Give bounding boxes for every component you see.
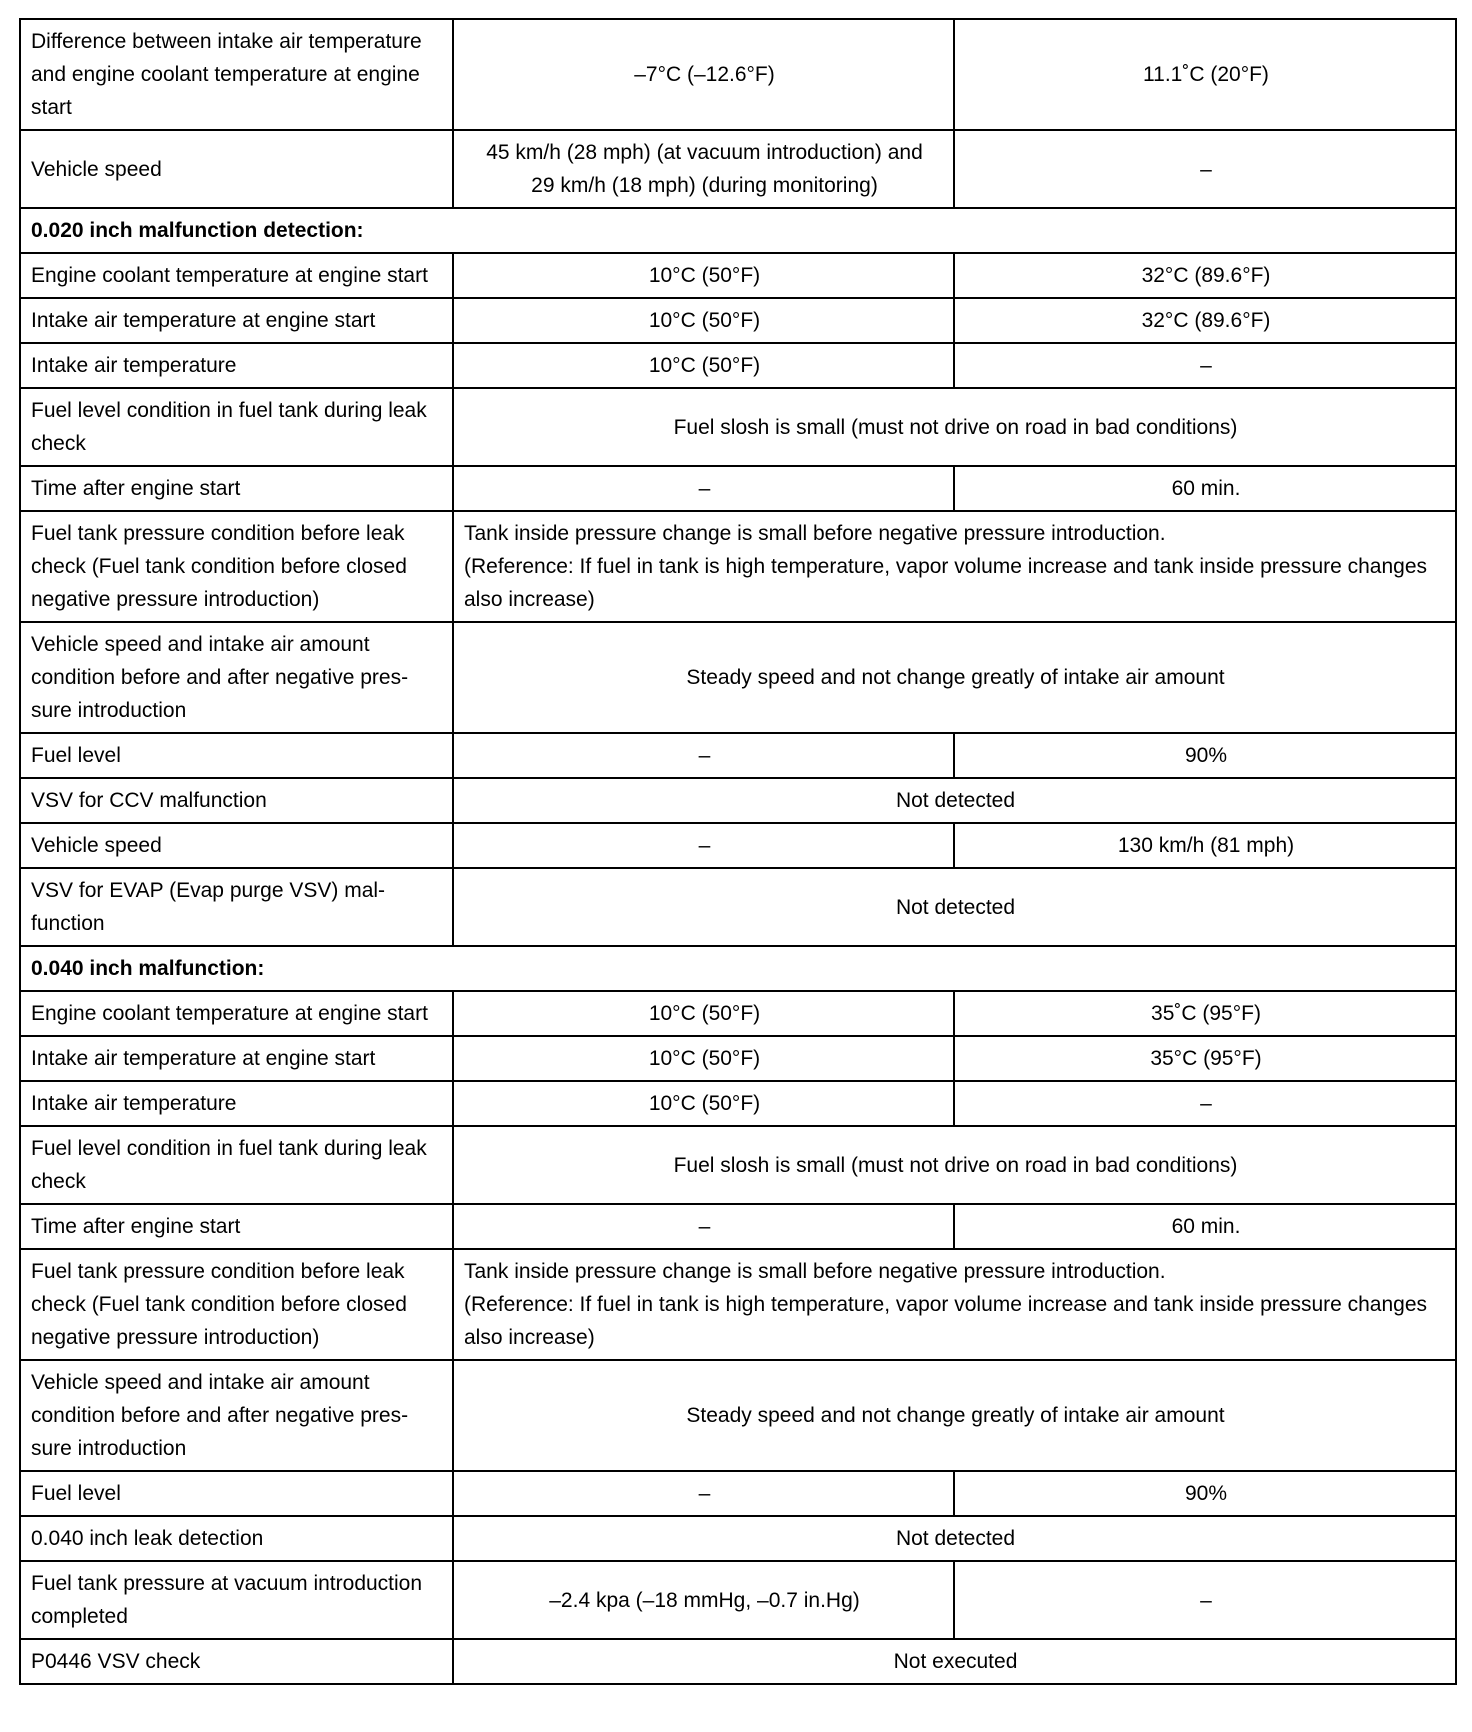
minimum-value: 45 km/h (28 mph) (at vacuum introduction) and 29 km/h (18 mph) (during monitoring) bbox=[453, 130, 954, 208]
maximum-value: – bbox=[954, 1081, 1456, 1126]
table-row bbox=[20, 466, 1456, 511]
table-row bbox=[20, 733, 1456, 778]
minimum-value: – bbox=[453, 1204, 954, 1249]
condition-label: VSV for EVAP (Evap purge VSV) mal-function bbox=[20, 868, 453, 946]
condition-label: Intake air temperature bbox=[20, 1081, 453, 1126]
table-row bbox=[20, 1360, 1456, 1471]
minimum-value: –7°C (–12.6°F) bbox=[453, 19, 954, 130]
condition-label: VSV for CCV malfunction bbox=[20, 778, 453, 823]
table-row bbox=[20, 823, 1456, 868]
condition-value: Not detected bbox=[453, 778, 1456, 823]
minimum-value: – bbox=[453, 466, 954, 511]
table-row bbox=[20, 1561, 1456, 1639]
maximum-value: 60 min. bbox=[954, 466, 1456, 511]
minimum-value: 10°C (50°F) bbox=[453, 298, 954, 343]
table-row bbox=[20, 991, 1456, 1036]
condition-value: Steady speed and not change greatly of intake air amount bbox=[453, 622, 1456, 733]
condition-label: P0446 VSV check bbox=[20, 1639, 453, 1684]
condition-label: Fuel level condition in fuel tank during leak check bbox=[20, 388, 453, 466]
maximum-value: 130 km/h (81 mph) bbox=[954, 823, 1456, 868]
minimum-value: – bbox=[453, 1471, 954, 1516]
spec-table bbox=[19, 18, 1457, 1685]
condition-label: Engine coolant temperature at engine start bbox=[20, 991, 453, 1036]
section-header-row bbox=[20, 208, 1456, 253]
condition-label: Fuel tank pressure condition before leak check (Fuel tank condition before closed negative pressure introduction) bbox=[20, 511, 453, 622]
maximum-value: 90% bbox=[954, 733, 1456, 778]
table-row bbox=[20, 19, 1456, 130]
condition-label: Intake air temperature bbox=[20, 343, 453, 388]
maximum-value: – bbox=[954, 130, 1456, 208]
condition-value: Tank inside pressure change is small before negative pressure introduction. (Reference: If fuel in tank is high temperature, vapor volume increase and tank inside pressure changes also increase) bbox=[453, 1249, 1456, 1360]
condition-label: Fuel tank pressure at vacuum introduction completed bbox=[20, 1561, 453, 1639]
minimum-value: 10°C (50°F) bbox=[453, 1036, 954, 1081]
condition-label: Intake air temperature at engine start bbox=[20, 298, 453, 343]
table-row bbox=[20, 868, 1456, 946]
condition-value: Not executed bbox=[453, 1639, 1456, 1684]
minimum-value: 10°C (50°F) bbox=[453, 1081, 954, 1126]
table-row bbox=[20, 1471, 1456, 1516]
condition-label: Engine coolant temperature at engine start bbox=[20, 253, 453, 298]
condition-label: Fuel level condition in fuel tank during leak check bbox=[20, 1126, 453, 1204]
condition-label: Intake air temperature at engine start bbox=[20, 1036, 453, 1081]
condition-label: Fuel tank pressure condition before leak check (Fuel tank condition before closed negative pressure introduction) bbox=[20, 1249, 453, 1360]
maximum-value: 35˚C (95°F) bbox=[954, 991, 1456, 1036]
table-row bbox=[20, 1126, 1456, 1204]
table-row bbox=[20, 1249, 1456, 1360]
minimum-value: –2.4 kpa (–18 mmHg, –0.7 in.Hg) bbox=[453, 1561, 954, 1639]
maximum-value: 32°C (89.6°F) bbox=[954, 253, 1456, 298]
condition-value: Steady speed and not change greatly of intake air amount bbox=[453, 1360, 1456, 1471]
minimum-value: – bbox=[453, 823, 954, 868]
table-row bbox=[20, 778, 1456, 823]
minimum-value: – bbox=[453, 733, 954, 778]
table-row bbox=[20, 253, 1456, 298]
section-title: 0.040 inch malfunction: bbox=[20, 946, 1456, 991]
maximum-value: 60 min. bbox=[954, 1204, 1456, 1249]
table-row bbox=[20, 511, 1456, 622]
condition-label: Fuel level bbox=[20, 1471, 453, 1516]
table-row bbox=[20, 343, 1456, 388]
minimum-value: 10°C (50°F) bbox=[453, 991, 954, 1036]
table-row bbox=[20, 1516, 1456, 1561]
table-row bbox=[20, 1036, 1456, 1081]
condition-label: Vehicle speed bbox=[20, 823, 453, 868]
spec-table-body bbox=[20, 19, 1456, 1684]
condition-label: Time after engine start bbox=[20, 466, 453, 511]
table-row bbox=[20, 130, 1456, 208]
section-title: 0.020 inch malfunction detection: bbox=[20, 208, 1456, 253]
table-row bbox=[20, 298, 1456, 343]
condition-label: 0.040 inch leak detection bbox=[20, 1516, 453, 1561]
condition-label: Difference between intake air temperature and engine coolant temperature at engine start bbox=[20, 19, 453, 130]
table-row bbox=[20, 1639, 1456, 1684]
maximum-value: 11.1˚C (20°F) bbox=[954, 19, 1456, 130]
condition-value: Fuel slosh is small (must not drive on road in bad conditions) bbox=[453, 1126, 1456, 1204]
condition-label: Vehicle speed and intake air amount condition before and after negative pres-sure introduction bbox=[20, 622, 453, 733]
minimum-value: 10°C (50°F) bbox=[453, 253, 954, 298]
condition-label: Vehicle speed and intake air amount condition before and after negative pres-sure introduction bbox=[20, 1360, 453, 1471]
minimum-value: 10°C (50°F) bbox=[453, 343, 954, 388]
condition-value: Tank inside pressure change is small before negative pressure introduction. (Reference: If fuel in tank is high temperature, vapor volume increase and tank inside pressure changes also increase) bbox=[453, 511, 1456, 622]
condition-value: Fuel slosh is small (must not drive on road in bad conditions) bbox=[453, 388, 1456, 466]
table-row bbox=[20, 622, 1456, 733]
condition-label: Time after engine start bbox=[20, 1204, 453, 1249]
table-row bbox=[20, 388, 1456, 466]
maximum-value: 32°C (89.6°F) bbox=[954, 298, 1456, 343]
maximum-value: – bbox=[954, 1561, 1456, 1639]
table-row bbox=[20, 1081, 1456, 1126]
condition-value: Not detected bbox=[453, 868, 1456, 946]
condition-value: Not detected bbox=[453, 1516, 1456, 1561]
section-header-row bbox=[20, 946, 1456, 991]
maximum-value: – bbox=[954, 343, 1456, 388]
table-row bbox=[20, 1204, 1456, 1249]
maximum-value: 90% bbox=[954, 1471, 1456, 1516]
condition-label: Fuel level bbox=[20, 733, 453, 778]
maximum-value: 35°C (95°F) bbox=[954, 1036, 1456, 1081]
condition-label: Vehicle speed bbox=[20, 130, 453, 208]
